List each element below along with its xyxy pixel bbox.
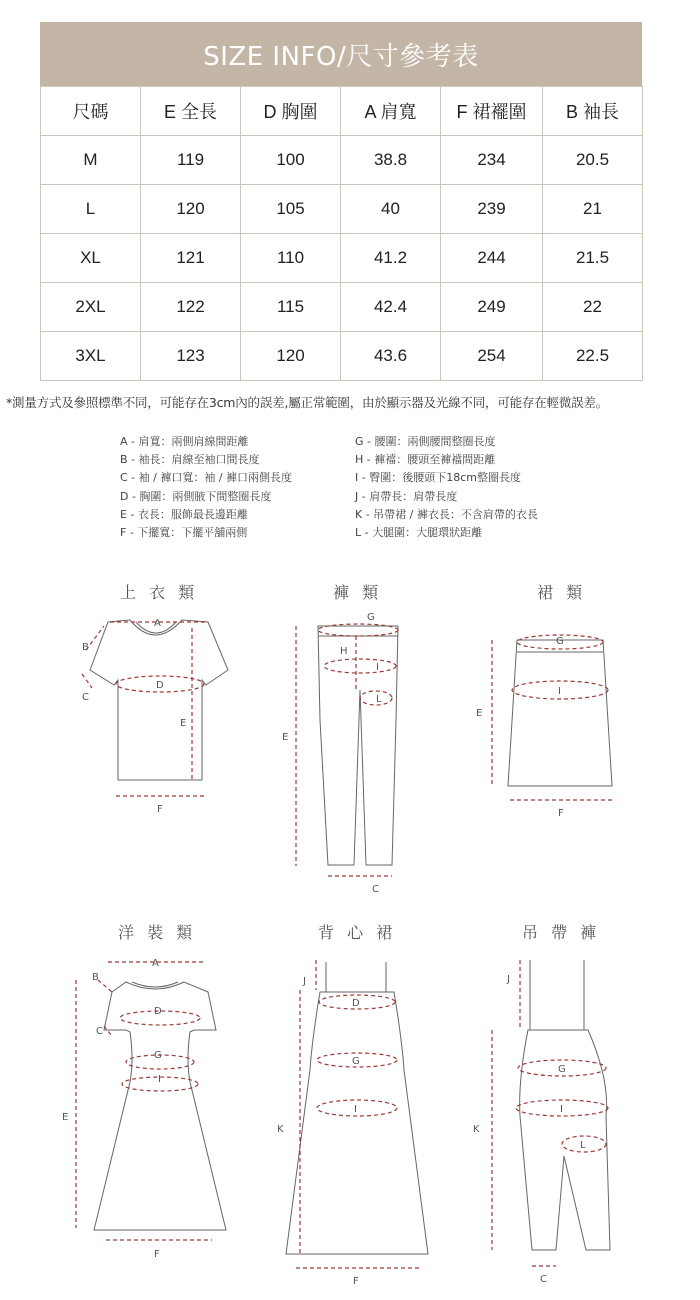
table-cell: 121	[141, 234, 241, 283]
table-cell: 21.5	[543, 234, 643, 283]
table-cell: 40	[341, 185, 441, 234]
mark-g: G	[352, 1056, 360, 1067]
mark-b: B	[92, 972, 99, 983]
legend-item: L - 大腿圍：大腿環狀距離	[355, 525, 483, 539]
legend-item: I - 臀圍：後腰頭下18cm整圈長度	[355, 471, 521, 485]
legend-item: F - 下擺寬：下擺平舖兩側	[120, 525, 248, 539]
category-tops-label: 上 衣 類	[120, 583, 199, 602]
legend-item: J - 肩帶長：肩帶長度	[355, 489, 458, 503]
skirt-outline	[508, 640, 612, 786]
mark-g: G	[367, 612, 375, 623]
header-cell: F 裙襬圍	[441, 87, 543, 136]
garment-diagrams	[0, 560, 700, 1300]
table-cell: 234	[441, 136, 543, 185]
overalls-outline	[520, 960, 610, 1250]
table-cell: 21	[543, 185, 643, 234]
category-overalls-label: 吊 帶 褲	[522, 923, 601, 942]
mark-i: I	[376, 662, 379, 673]
mark-a: A	[154, 618, 161, 629]
mark-h: H	[340, 646, 348, 657]
mark-k: K	[473, 1124, 480, 1135]
mark-f: F	[558, 808, 564, 819]
table-cell: 3XL	[41, 332, 141, 381]
table-cell: 100	[241, 136, 341, 185]
mark-f: F	[157, 804, 163, 815]
mark-f: F	[154, 1249, 160, 1260]
category-pants-label: 褲 類	[333, 583, 383, 602]
table-header-row	[41, 87, 643, 136]
table-cell: 20.5	[543, 136, 643, 185]
measurement-note: *測量方式及參照標準不同，可能存在3cm內的誤差,屬正常範圍，由於顯示器及光線不同，可能存在輕微誤差。	[6, 395, 609, 410]
mark-c: C	[540, 1274, 547, 1285]
legend-item: B - 袖長：肩線至袖口間長度	[120, 453, 260, 467]
table-row	[41, 332, 643, 381]
legend-right	[355, 433, 538, 542]
table-cell: 41.2	[341, 234, 441, 283]
pants-outline	[318, 626, 398, 865]
table-cell: 249	[441, 283, 543, 332]
legend-left	[120, 433, 292, 542]
legend-item: H - 褲襠：腰頭至褲襠間距離	[355, 453, 496, 467]
table-cell: 120	[141, 185, 241, 234]
table-row	[41, 136, 643, 185]
mark-e: E	[476, 708, 483, 719]
table-cell: 105	[241, 185, 341, 234]
table-row	[41, 185, 643, 234]
table-cell: 254	[441, 332, 543, 381]
mark-l: L	[580, 1140, 586, 1151]
mark-d: D	[154, 1006, 162, 1017]
mark-g: G	[154, 1050, 162, 1061]
mark-d: D	[352, 998, 360, 1009]
table-cell: 244	[441, 234, 543, 283]
mark-c: C	[96, 1026, 103, 1037]
table-row	[41, 283, 643, 332]
table-cell: M	[41, 136, 141, 185]
mark-b: B	[82, 642, 89, 653]
table-cell: XL	[41, 234, 141, 283]
size-table	[40, 86, 643, 381]
table-cell: 43.6	[341, 332, 441, 381]
table-cell: 42.4	[341, 283, 441, 332]
table-cell: L	[41, 185, 141, 234]
table-cell: 123	[141, 332, 241, 381]
table-cell: 22.5	[543, 332, 643, 381]
table-cell: 122	[141, 283, 241, 332]
mark-c: C	[82, 692, 89, 703]
table-cell: 120	[241, 332, 341, 381]
table-cell: 38.8	[341, 136, 441, 185]
table-cell: 239	[441, 185, 543, 234]
legend-item: C - 袖 / 褲口寬：袖 / 褲口兩側長度	[120, 471, 293, 485]
legend-item: G - 腰圍：兩側腰間整圈長度	[355, 435, 496, 448]
header-cell: 尺碼	[41, 87, 141, 136]
mark-c: C	[372, 884, 379, 895]
table-cell: 22	[543, 283, 643, 332]
table-cell: 110	[241, 234, 341, 283]
category-dress-label: 洋 裝 類	[118, 923, 197, 942]
category-skirt-label: 裙 類	[537, 583, 587, 602]
mark-e: E	[62, 1112, 69, 1123]
table-cell: 119	[141, 136, 241, 185]
tshirt-outline	[90, 620, 228, 780]
mark-e: E	[282, 732, 289, 743]
header-cell: E 全長	[141, 87, 241, 136]
mark-e: E	[180, 718, 187, 729]
mark-d: D	[156, 680, 164, 691]
mark-g: G	[556, 636, 564, 647]
legend-item: A - 肩寬：兩側肩線間距離	[120, 435, 249, 448]
legend-item: K - 吊帶裙 / 褲衣長：不含肩帶的衣長	[355, 507, 538, 521]
mark-i: I	[560, 1104, 563, 1115]
mark-g: G	[558, 1064, 566, 1075]
mark-a: A	[152, 958, 159, 969]
mark-i: I	[354, 1104, 357, 1115]
mark-i: I	[558, 686, 561, 697]
header-cell: B 袖長	[543, 87, 643, 136]
table-row	[41, 234, 643, 283]
mark-j: J	[303, 976, 306, 987]
table-cell: 115	[241, 283, 341, 332]
table-cell: 2XL	[41, 283, 141, 332]
header-cell: A 肩寬	[341, 87, 441, 136]
mark-j: J	[507, 974, 510, 985]
legend-item: E - 衣長：服飾最長邊距離	[120, 507, 248, 521]
size-info-title: SIZE INFO/尺寸參考表	[40, 22, 642, 86]
mark-l: L	[376, 694, 382, 705]
mark-k: K	[277, 1124, 284, 1135]
legend-item: D - 胸圍：兩側腋下間整圈長度	[120, 489, 272, 503]
mark-f: F	[353, 1276, 359, 1287]
category-pinafore-label: 背 心 裙	[318, 923, 397, 942]
header-cell: D 胸圍	[241, 87, 341, 136]
mark-i: I	[158, 1074, 161, 1085]
dress-outline	[94, 982, 226, 1230]
